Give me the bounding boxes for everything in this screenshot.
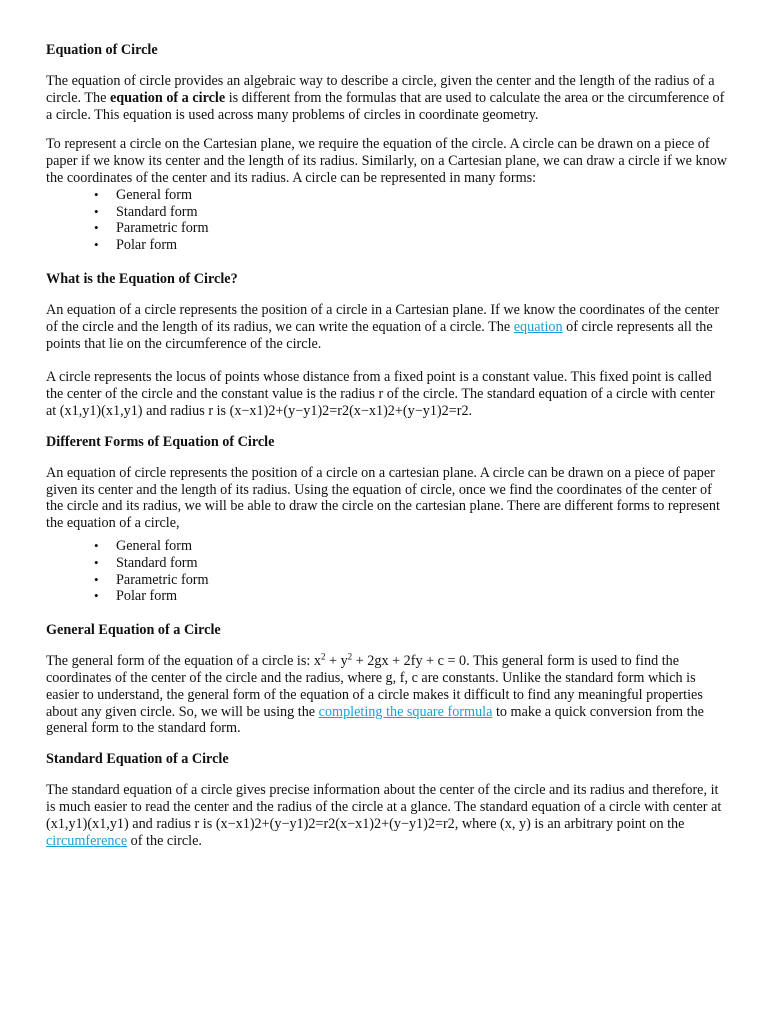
text-run: The general form of the equation of a circle is: x [46,653,321,670]
list-item: • Parametric form [116,572,728,589]
list-item: • Standard form [116,204,728,221]
standard-paragraph [46,782,728,849]
list-item: • General form [116,538,728,555]
list-item: • Standard form [116,555,728,572]
text-run: to make a quick conversion from the general form to the standard form. [46,703,704,737]
section-heading-standard: Standard Equation of a Circle [46,751,229,768]
section-heading-what-is: What is the Equation of Circle? [46,270,238,287]
text-run: The equation of circle provides an algebraic way to describe a circle, given the center and the length of the radius of a circle. The [46,73,715,106]
circumference-link[interactable]: circumference [46,832,128,849]
intro-paragraph-1 [46,73,728,123]
forms-list-2 [46,538,728,605]
superscript: 2 [347,651,353,662]
text-run: is different from the formulas that are used to calculate the area or the circumference of a circle. This equation is used across many problems of circles in coordinate geometry. [46,89,725,123]
list-item: • Polar form [116,237,728,254]
list-item: • General form [116,187,728,204]
completing-square-link[interactable]: completing the square formula [318,703,493,720]
text-run: The standard equation of a circle gives precise information about the center of the circle and its radius and therefore, it is much easier to read the center and the radius of the circle at a glance. The standard equation of a circle with center at (x1,y1)(x1,y1) and radius r is (x−x1)2+(y−y1)2=r2(x−x1)2+(y−y1)2=r2, where (x, y) is an arbitrary point on the [46,782,722,832]
general-paragraph [46,653,728,737]
list-item: • Parametric form [116,220,728,237]
superscript: 2 [320,651,326,662]
intro-paragraph-2: To represent a circle on the Cartesian plane, we require the equation of the circle. A circle can be drawn on a piece of paper if we know its center and the length of its radius. Similarly, on a Cartesian plane, we can draw a circle if we know the coordinates of the center and its radius. A circle can be represented in many forms: [46,136,728,186]
text-run: + 2gx + 2fy + c = 0. This general form is used to find the coordinates of the center of the circle and the radius, where g, f, c are constants. Unlike the standard form which is easier to understand, the general form of the equation of a circle makes it difficult to find any meaningful properties about any given circle. So, we will be using the [46,653,703,720]
list-item: • Polar form [116,588,728,605]
section-heading-different-forms: Different Forms of Equation of Circle [46,433,275,450]
text-run: of the circle. [127,832,202,849]
text-run: + y [325,653,348,670]
what-is-paragraph-2: A circle represents the locus of points whose distance from a fixed point is a constant value. This fixed point is called the center of the circle and the constant value is the radius r of the circle. The standard equation of a circle with center at (x1,y1)(x1,y1) and radius r is (x−x1)2+(y−y1)2=r2(x−x1)2+(y−y1)2=r2. [46,369,715,419]
equation-link[interactable]: equation [513,318,563,335]
what-is-paragraph-1 [46,302,728,352]
page-title: Equation of Circle [46,42,158,58]
text-run: of circle represents all the points that lie on the circumference of the circle. [46,318,713,352]
section-heading-general: General Equation of a Circle [46,622,221,639]
bold-text: equation of a circle [109,89,226,106]
forms-list [46,187,728,254]
text-run: An equation of a circle represents the position of a circle in a Cartesian plane. If we know the coordinates of the center of the circle and the length of its radius, we can write the equation of a circle. The [46,301,720,335]
different-forms-paragraph: An equation of circle represents the position of a circle on a cartesian plane. A circle can be drawn on a piece of paper given its center and the length of its radius. Using the equation of circle, once we find the coordinates of the center of the circle and its radius, we will be able to draw the circle on the cartesian plane. There are different forms to represent the equation of a circle, [46,464,720,532]
